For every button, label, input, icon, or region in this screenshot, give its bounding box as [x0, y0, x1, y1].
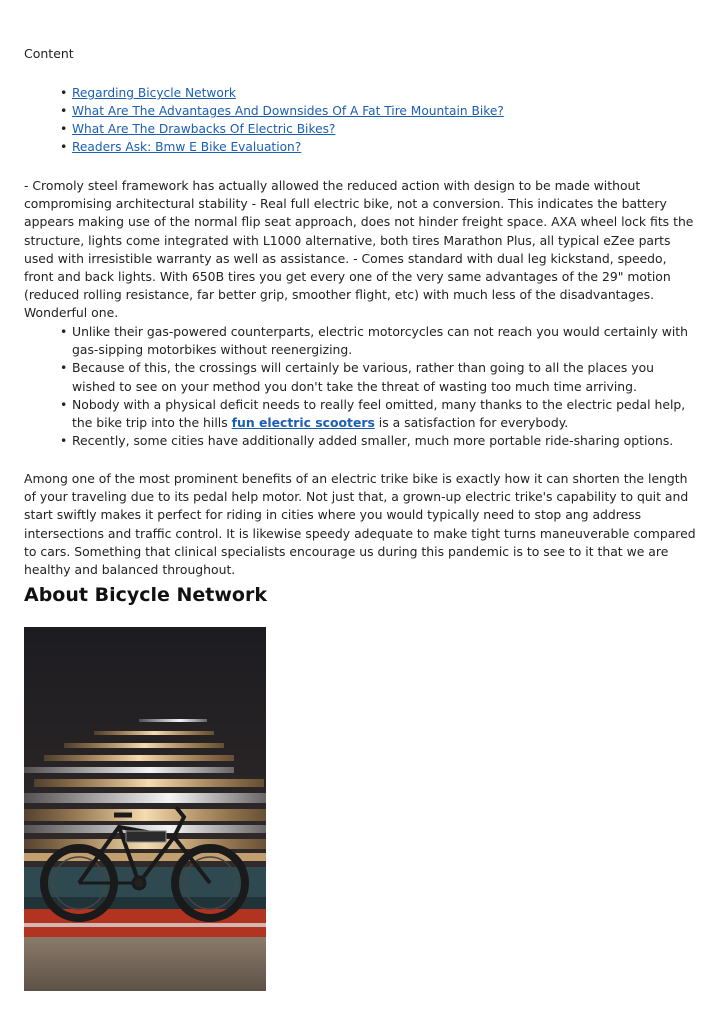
list-item-text: Because of this, the crossings will certainly be various, rather than going to all the places you wished to see on your method you don't take the threat of wasting too much time arriving. — [72, 360, 655, 394]
paragraph-intro: - Cromoly steel framework has actually allowed the reduced action with design to be made without compromising architectural stability - Real full electric bike, not a conversion. This indicates the battery appears making use of the normal flip seat approach, does not hinder freight space. AXA wheel lock fits the structure, lights come integrated with L1000 alternative, both tires Marathon Plus, all typical eZee parts used with irresistible warranty as well as assistance. - Comes standard with dual leg kickstand, speedo, front and back lights. With 650B tires you get every one of the very same advantages of the 29" motion (reduced rolling resistance, far better grip, smoother flight, etc) with much less of the disadvantages. Wonderful one. — [24, 178, 694, 321]
electric-bike-photo — [24, 627, 266, 991]
bullet-icon: • — [60, 396, 68, 412]
paragraph-trike-benefits: Among one of the most prominent benefits of an electric trike bike is exactly how it can shorten the length of your traveling due to its pedal help motor. Not just that, a grown-up electric trike's capability to quit and start swiftly makes it perfect for riding in cities where you would typically need to stop ang address intersections and traffic control. It is likewise speedy adequate to make tight turns maneuverable compared to cars. Something that clinical specialists encourage us during this pandemic is to see to it that we are healthy and balanced throughout. — [24, 471, 696, 578]
table-of-contents — [24, 84, 698, 156]
bullet-icon: • — [60, 103, 68, 118]
bullet-icon: • — [60, 433, 68, 449]
toc-item — [24, 84, 698, 102]
toc-title: Content — [24, 46, 74, 61]
list-item-text: Unlike their gas-powered counterparts, electric motorcycles can not reach you would certainly with gas-sipping motorbikes without reenergizing. — [72, 324, 689, 358]
toc-item — [24, 120, 698, 138]
list-item-text: Nobody with a physical deficit needs to really feel omitted, many thanks to the electric pedal help, the bike trip into the hills — [72, 396, 686, 431]
toc-item — [24, 138, 698, 156]
list-item — [24, 323, 698, 359]
toc-link-bmw-e-bike-evaluation[interactable]: Readers Ask: Bmw E Bike Evaluation? — [72, 140, 302, 154]
toc-link-fat-tire-advantages[interactable]: What Are The Advantages And Downsides Of A Fat Tire Mountain Bike? — [72, 104, 504, 118]
bullet-icon: • — [60, 324, 68, 339]
list-item-text: is a satisfaction for everybody. — [374, 415, 569, 431]
toc-item — [24, 102, 698, 120]
bullet-icon: • — [60, 85, 68, 100]
bullet-icon: • — [60, 360, 68, 376]
list-item — [24, 432, 698, 450]
benefits-list — [24, 323, 698, 450]
bullet-icon: • — [60, 121, 68, 136]
list-item-text: Recently, some cities have additionally added smaller, much more portable ride-sharing options. — [72, 433, 674, 449]
bullet-icon: • — [60, 139, 68, 154]
fun-electric-scooters-link[interactable]: fun electric scooters — [231, 415, 375, 431]
list-item — [24, 396, 698, 432]
section-heading: About Bicycle Network — [24, 584, 267, 606]
toc-link-electric-bike-drawbacks[interactable]: What Are The Drawbacks Of Electric Bikes? — [72, 122, 336, 136]
toc-link-regarding-bicycle-network[interactable]: Regarding Bicycle Network — [72, 86, 236, 100]
list-item — [24, 359, 698, 395]
